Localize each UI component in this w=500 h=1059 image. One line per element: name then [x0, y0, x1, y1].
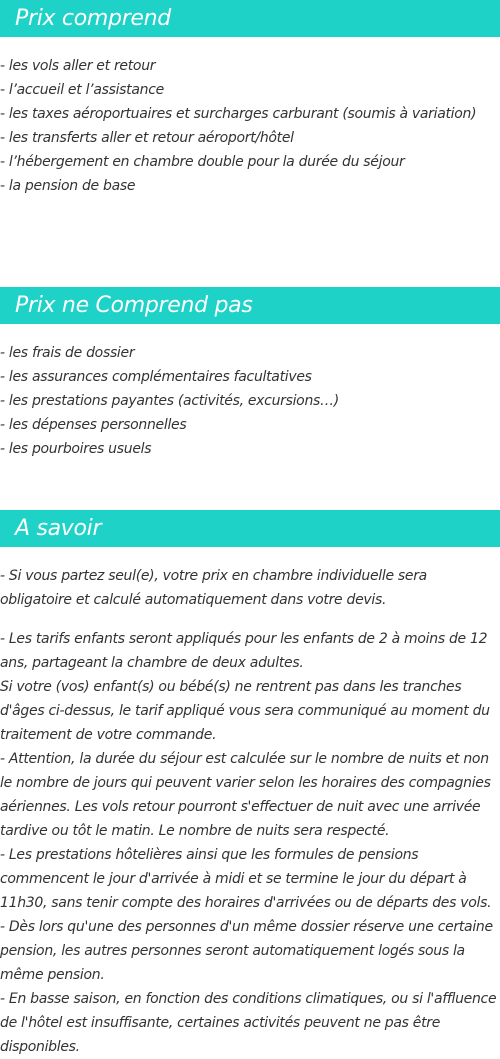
- list-item: - les taxes aéroportuaires et surcharges carburant (soumis à variation): [0, 106, 477, 122]
- list-item: - les assurances complémentaires facultatives: [0, 369, 312, 385]
- good-to-know-text: [0, 564, 500, 1059]
- info-paragraph: - Les tarifs enfants seront appliqués pour les enfants de 2 à moins de 12 ans, partageant la chambre de deux adultes.: [0, 631, 488, 671]
- included-list: [0, 54, 500, 198]
- list-item: - les prestations payantes (activités, excursions…): [0, 393, 339, 409]
- info-paragraph: - En basse saison, en fonction des conditions climatiques, ou si l'affluence de l'hôtel est insuffisante, certaines activités peuvent ne pas être disponibles.: [0, 991, 497, 1055]
- info-paragraph: - Les prestations hôtelières ainsi que les formules de pensions commencent le jour d'arrivée à midi et se termine le jour du départ à 11h30, sans tenir compte des horaires d'arrivées ou de départs des vols.: [0, 847, 492, 911]
- not-included-list: [0, 341, 500, 461]
- section-title-included: Prix comprend: [15, 6, 171, 31]
- list-item: - l’accueil et l’assistance: [0, 82, 164, 98]
- info-paragraph: - Dès lors qu'une des personnes d'un même dossier réserve une certaine pension, les autres personnes seront automatiquement logés sous la même pension.: [0, 919, 493, 983]
- info-paragraph: - Si vous partez seul(e), votre prix en chambre individuelle sera obligatoire et calculé automatiquement dans votre devis.: [0, 568, 427, 608]
- list-item: - les transferts aller et retour aéroport/hôtel: [0, 130, 294, 146]
- list-item: - l’hébergement en chambre double pour la durée du séjour: [0, 154, 405, 170]
- list-item: - la pension de base: [0, 178, 136, 194]
- section-header-included: [0, 0, 500, 37]
- section-title-good-to-know: A savoir: [15, 516, 102, 541]
- info-paragraph: Si votre (vos) enfant(s) ou bébé(s) ne rentrent pas dans les tranches d'âges ci-dessus, le tarif appliqué vous sera communiqué au moment du traitement de votre commande.: [0, 679, 490, 743]
- section-title-not-included: Prix ne Comprend pas: [15, 293, 253, 318]
- list-item: - les dépenses personnelles: [0, 417, 187, 433]
- section-header-not-included: [0, 287, 500, 324]
- info-paragraph: - Attention, la durée du séjour est calculée sur le nombre de nuits et non le nombre de jours qui peuvent varier selon les horaires des compagnies aériennes. Les vols retour pourront s'effectuer de nuit avec une arrivée tardive ou tôt le matin. Le nombre de nuits sera respecté.: [0, 751, 491, 839]
- list-item: - les frais de dossier: [0, 345, 135, 361]
- list-item: - les vols aller et retour: [0, 58, 156, 74]
- list-item: - les pourboires usuels: [0, 441, 152, 457]
- section-header-good-to-know: [0, 510, 500, 547]
